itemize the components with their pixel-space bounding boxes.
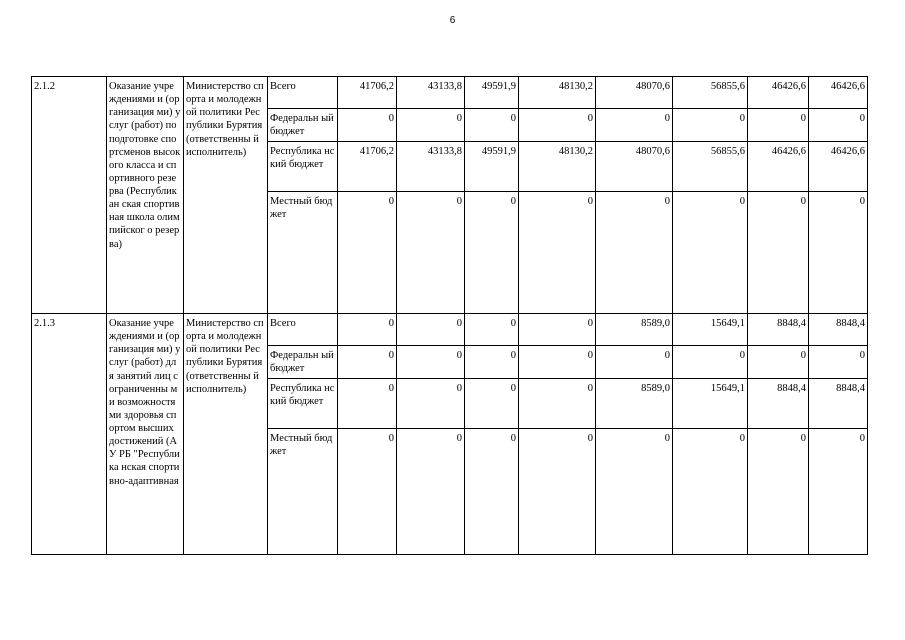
item-executor: Министерство спорта и молодежной политики Республики Бурятия (ответственны й исполнитель)	[184, 314, 268, 555]
value-cell: 0	[748, 429, 809, 555]
value-cell: 56855,6	[673, 142, 748, 192]
value-cell: 0	[809, 192, 868, 314]
value-cell: 0	[748, 192, 809, 314]
budget-table	[31, 76, 868, 555]
value-cell: 0	[519, 379, 596, 429]
value-cell: 0	[465, 379, 519, 429]
value-cell: 0	[397, 379, 465, 429]
value-cell: 15649,1	[673, 314, 748, 346]
item-name: Оказание учреждениями и (организация ми) услуг (работ) по подготовке спортсменов высокого класса и спортивного резерва (Республикан ская спортивная школа олимпийског о резерва)	[107, 77, 184, 314]
value-cell: 0	[519, 346, 596, 379]
value-cell: 46426,6	[748, 142, 809, 192]
value-cell: 0	[596, 109, 673, 142]
funding-source-label: Местный бюджет	[268, 429, 338, 555]
funding-source-label: Федеральн ый бюджет	[268, 109, 338, 142]
value-cell: 0	[596, 429, 673, 555]
value-cell: 0	[338, 192, 397, 314]
value-cell: 8848,4	[809, 314, 868, 346]
value-cell: 0	[465, 346, 519, 379]
funding-source-label: Федеральн ый бюджет	[268, 346, 338, 379]
value-cell: 48070,6	[596, 77, 673, 109]
value-cell: 8848,4	[748, 314, 809, 346]
value-cell: 0	[809, 346, 868, 379]
value-cell: 0	[809, 429, 868, 555]
value-cell: 8848,4	[809, 379, 868, 429]
item-name: Оказание учреждениями и (организация ми) услуг (работ) для занятий лиц с ограниченны ми возможностя ми здоровья спортом высших достижений (АУ РБ "Республика нская спортивно-адаптивная	[107, 314, 184, 555]
value-cell: 0	[809, 109, 868, 142]
value-cell: 43133,8	[397, 77, 465, 109]
value-cell: 8589,0	[596, 379, 673, 429]
item-executor: Министерство спорта и молодежной политики Республики Бурятия (ответственны й исполнитель)	[184, 77, 268, 314]
page-number: 6	[449, 15, 456, 26]
value-cell: 0	[596, 346, 673, 379]
value-cell: 8848,4	[748, 379, 809, 429]
item-code: 2.1.3	[32, 314, 107, 555]
value-cell: 15649,1	[673, 379, 748, 429]
value-cell: 0	[338, 346, 397, 379]
value-cell: 0	[338, 379, 397, 429]
value-cell: 41706,2	[338, 77, 397, 109]
value-cell: 8589,0	[596, 314, 673, 346]
value-cell: 0	[519, 109, 596, 142]
value-cell: 0	[519, 429, 596, 555]
value-cell: 48130,2	[519, 142, 596, 192]
value-cell: 0	[397, 429, 465, 555]
item-code: 2.1.2	[32, 77, 107, 314]
value-cell: 0	[673, 346, 748, 379]
value-cell: 46426,6	[809, 142, 868, 192]
funding-source-label: Местный бюджет	[268, 192, 338, 314]
value-cell: 56855,6	[673, 77, 748, 109]
value-cell: 48130,2	[519, 77, 596, 109]
value-cell: 46426,6	[748, 77, 809, 109]
funding-source-label: Республика нский бюджет	[268, 379, 338, 429]
value-cell: 0	[519, 192, 596, 314]
value-cell: 49591,9	[465, 142, 519, 192]
value-cell: 0	[465, 192, 519, 314]
value-cell: 48070,6	[596, 142, 673, 192]
table-row	[32, 314, 868, 346]
value-cell: 0	[397, 314, 465, 346]
funding-source-label: Всего	[268, 77, 338, 109]
value-cell: 0	[465, 429, 519, 555]
value-cell: 0	[338, 429, 397, 555]
value-cell: 49591,9	[465, 77, 519, 109]
value-cell: 0	[397, 346, 465, 379]
value-cell: 41706,2	[338, 142, 397, 192]
value-cell: 0	[596, 192, 673, 314]
value-cell: 0	[397, 192, 465, 314]
value-cell: 0	[673, 429, 748, 555]
value-cell: 0	[748, 346, 809, 379]
value-cell: 0	[397, 109, 465, 142]
value-cell: 43133,8	[397, 142, 465, 192]
funding-source-label: Всего	[268, 314, 338, 346]
value-cell: 0	[519, 314, 596, 346]
value-cell: 0	[673, 192, 748, 314]
value-cell: 46426,6	[809, 77, 868, 109]
value-cell: 0	[673, 109, 748, 142]
value-cell: 0	[338, 109, 397, 142]
value-cell: 0	[338, 314, 397, 346]
value-cell: 0	[465, 314, 519, 346]
table-row	[32, 77, 868, 109]
value-cell: 0	[748, 109, 809, 142]
funding-source-label: Республика нский бюджет	[268, 142, 338, 192]
value-cell: 0	[465, 109, 519, 142]
